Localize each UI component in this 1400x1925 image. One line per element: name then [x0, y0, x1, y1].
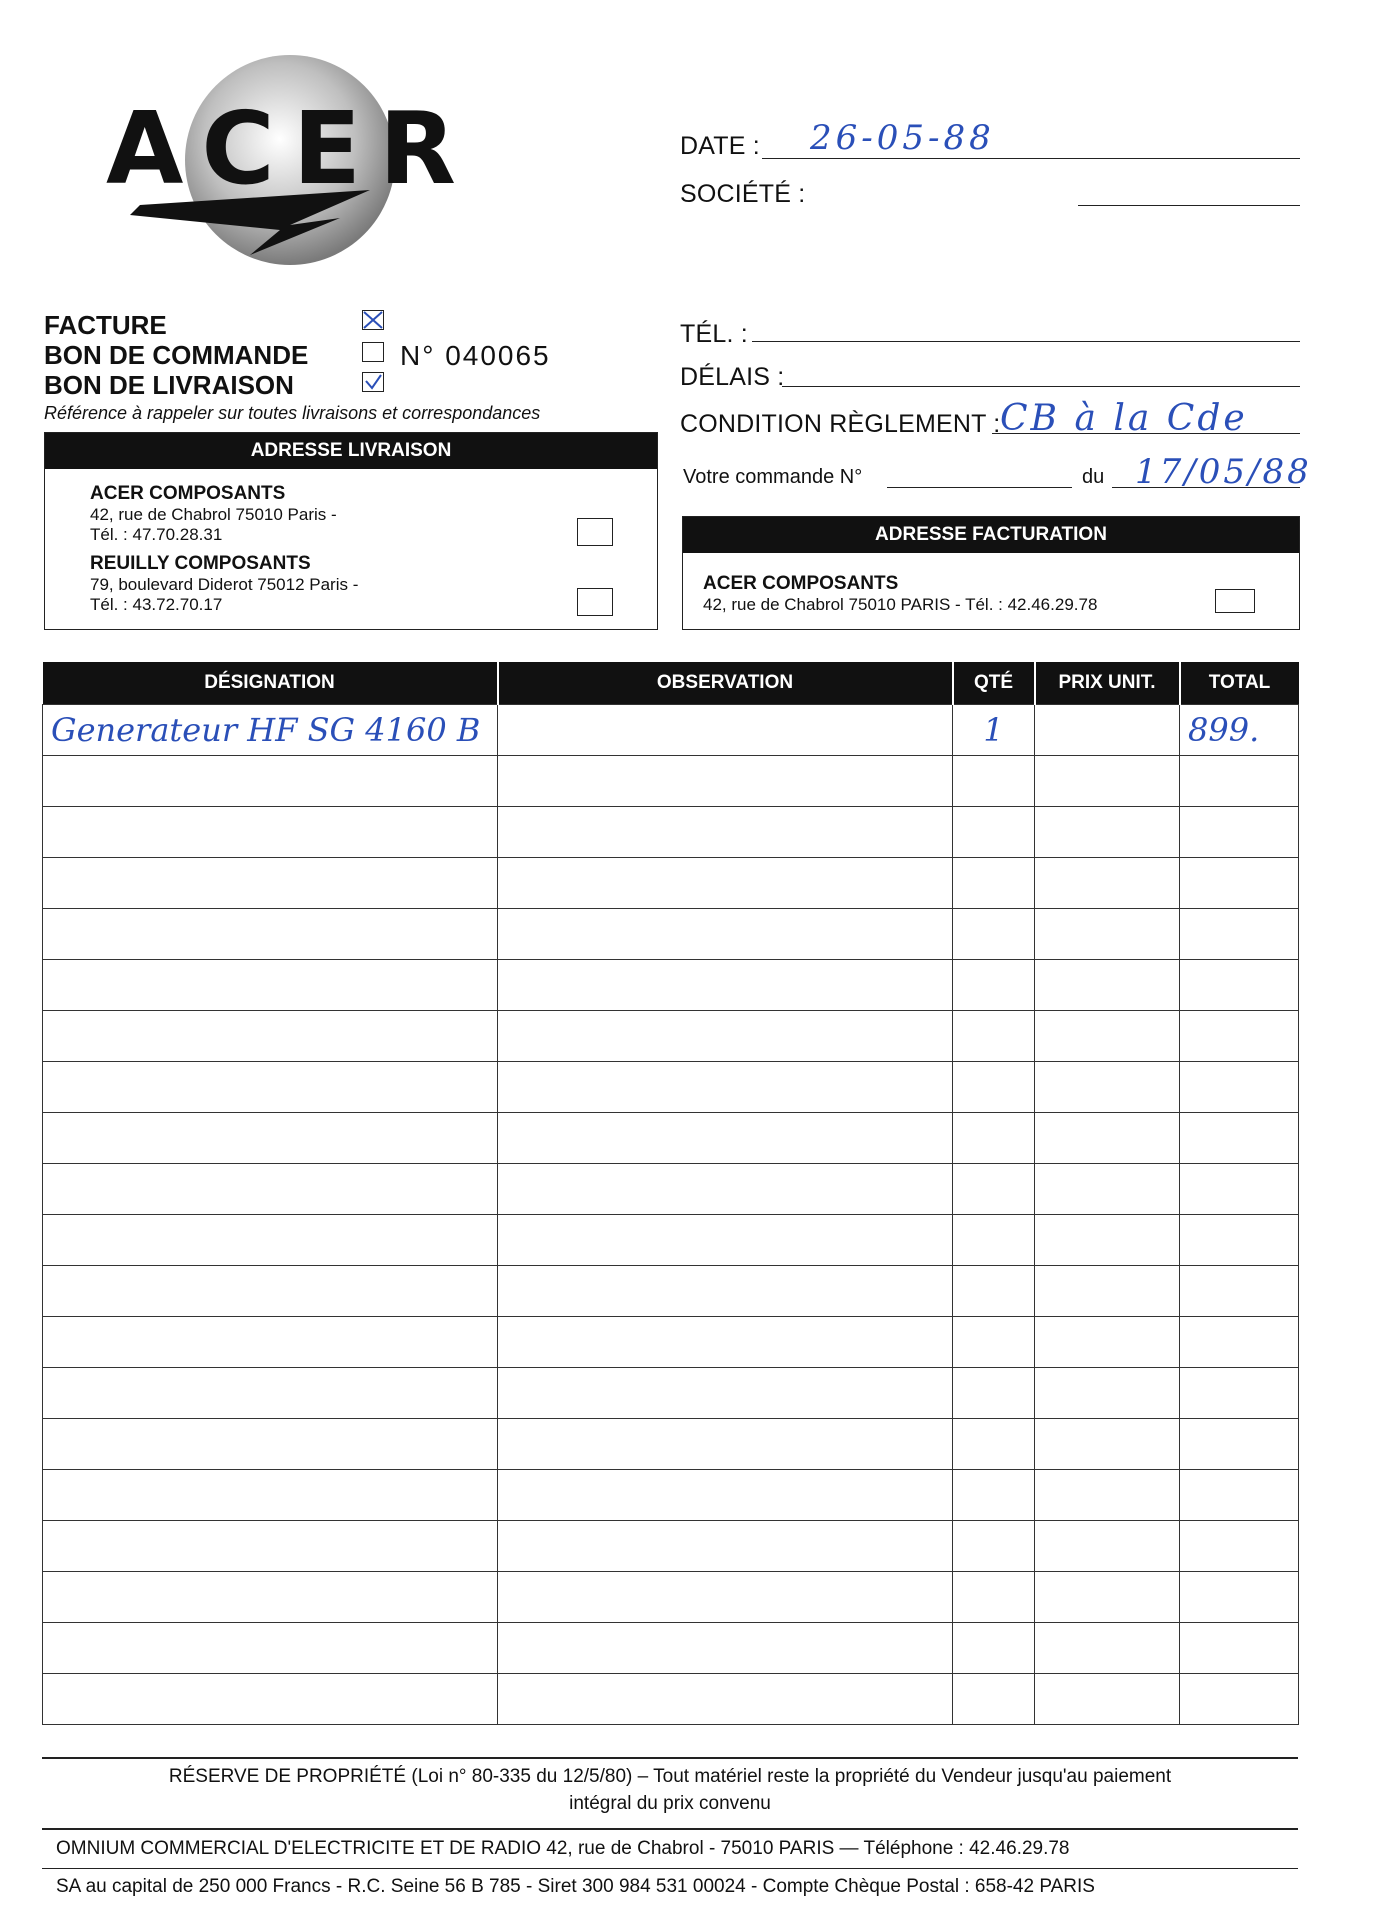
company-line: OMNIUM COMMERCIAL D'ELECTRICITE ET DE RADIO 42, rue de Chabrol - 75010 PARIS — Téléphone : 42.46.29.78: [56, 1838, 1070, 1859]
designation-cell[interactable]: [43, 1011, 498, 1062]
table-row: [43, 960, 1299, 1011]
address-street: 79, boulevard Diderot 75012 Paris -: [90, 575, 359, 594]
table-row: [43, 1266, 1299, 1317]
total-cell[interactable]: 899.: [1180, 705, 1299, 756]
societe-label: SOCIÉTÉ :: [680, 180, 806, 208]
total-cell[interactable]: [1180, 1368, 1299, 1419]
table-row: [43, 1623, 1299, 1674]
total-cell[interactable]: [1180, 1674, 1299, 1725]
address-name: ACER COMPOSANTS: [703, 573, 899, 594]
qte-cell[interactable]: [953, 1164, 1035, 1215]
delais-line: [782, 386, 1300, 387]
facturation-title: ADRESSE FACTURATION: [683, 517, 1299, 553]
total-cell[interactable]: [1180, 1623, 1299, 1674]
total-cell[interactable]: [1180, 1266, 1299, 1317]
designation-cell[interactable]: [43, 858, 498, 909]
footer-rule-mid: [42, 1828, 1298, 1830]
prix-unit-cell[interactable]: [1035, 756, 1180, 807]
doc-type-bon-livraison: BON DE LIVRAISON: [44, 370, 294, 400]
date-value[interactable]: 26-05-88: [810, 118, 995, 158]
footer-rule-top: [42, 1757, 1298, 1759]
prix-unit-cell[interactable]: [1035, 858, 1180, 909]
total-cell[interactable]: [1180, 1011, 1299, 1062]
address-name: ACER COMPOSANTS: [90, 483, 286, 504]
total-cell[interactable]: [1180, 1470, 1299, 1521]
observation-cell[interactable]: [498, 1572, 953, 1623]
table-row: [43, 1164, 1299, 1215]
designation-cell[interactable]: [43, 756, 498, 807]
livraison-box: [44, 432, 658, 630]
table-row: [43, 858, 1299, 909]
table-row: [43, 1521, 1299, 1572]
societe-line: [1078, 205, 1300, 206]
prix-unit-cell[interactable]: [1035, 1521, 1180, 1572]
table-row: [43, 1113, 1299, 1164]
qte-cell[interactable]: [953, 1623, 1035, 1674]
col-designation: DÉSIGNATION: [43, 662, 498, 705]
prix-unit-cell[interactable]: [1035, 1011, 1180, 1062]
facturation-checkbox[interactable]: [1215, 589, 1255, 613]
table-row: [43, 1470, 1299, 1521]
prix-unit-cell[interactable]: [1035, 1113, 1180, 1164]
table-row: [43, 1419, 1299, 1470]
total-cell[interactable]: [1180, 960, 1299, 1011]
address-tel: Tél. : 43.72.70.17: [90, 595, 223, 614]
observation-cell[interactable]: [498, 1419, 953, 1470]
total-cell[interactable]: [1180, 756, 1299, 807]
col-total: TOTAL: [1180, 662, 1299, 705]
qte-cell[interactable]: [953, 1317, 1035, 1368]
table-row: [43, 1674, 1299, 1725]
observation-cell[interactable]: [498, 960, 953, 1011]
qte-cell[interactable]: [953, 1521, 1035, 1572]
commande-line: [887, 487, 1072, 488]
date-label: DATE :: [680, 132, 760, 160]
designation-cell[interactable]: [43, 1572, 498, 1623]
reference-note: Référence à rappeler sur toutes livraisons et correspondances: [44, 403, 541, 423]
condition-label: CONDITION RÈGLEMENT :: [680, 410, 1001, 438]
observation-cell[interactable]: [498, 1266, 953, 1317]
col-prix-unit: PRIX UNIT.: [1035, 662, 1180, 705]
prix-unit-cell[interactable]: [1035, 1215, 1180, 1266]
table-row: [43, 1368, 1299, 1419]
reserve-propriete: RÉSERVE DE PROPRIÉTÉ (Loi n° 80-335 du 12/5/80) – Tout matériel reste la propriété du Vendeur jusqu'au paiement: [168, 1766, 1172, 1787]
qte-cell[interactable]: [953, 1113, 1035, 1164]
total-cell[interactable]: [1180, 1062, 1299, 1113]
livraison-address-2: [90, 553, 358, 615]
designation-cell[interactable]: Generateur HF SG 4160 B: [43, 705, 498, 756]
address-street: 42, rue de Chabrol 75010 Paris -: [90, 505, 337, 524]
table-row: [43, 1062, 1299, 1113]
total-cell[interactable]: [1180, 1572, 1299, 1623]
total-cell[interactable]: [1180, 1113, 1299, 1164]
total-cell[interactable]: [1180, 1164, 1299, 1215]
total-cell[interactable]: [1180, 807, 1299, 858]
document-number: N° 040065: [400, 340, 551, 371]
observation-cell[interactable]: [498, 1521, 953, 1572]
observation-cell[interactable]: [498, 1062, 953, 1113]
designation-cell[interactable]: [43, 1215, 498, 1266]
prix-unit-cell[interactable]: [1035, 1419, 1180, 1470]
qte-cell[interactable]: [953, 1470, 1035, 1521]
check-x-icon: [363, 311, 383, 329]
bon-commande-checkbox[interactable]: [362, 342, 384, 362]
qte-cell[interactable]: [953, 1011, 1035, 1062]
prix-unit-cell[interactable]: [1035, 1572, 1180, 1623]
qte-cell[interactable]: [953, 858, 1035, 909]
observation-cell[interactable]: [498, 1470, 953, 1521]
table-row: [43, 756, 1299, 807]
observation-cell[interactable]: [498, 1011, 953, 1062]
table-row: [43, 1011, 1299, 1062]
table-row: [43, 909, 1299, 960]
table-row: [43, 1215, 1299, 1266]
col-observation: OBSERVATION: [498, 662, 953, 705]
qte-cell[interactable]: [953, 1368, 1035, 1419]
designation-cell[interactable]: [43, 1368, 498, 1419]
qte-cell[interactable]: [953, 1419, 1035, 1470]
logo-text: ACER: [105, 90, 475, 207]
du-label: du: [1082, 466, 1105, 488]
facture-checkbox[interactable]: [362, 310, 384, 330]
total-cell[interactable]: [1180, 1215, 1299, 1266]
qte-cell[interactable]: [953, 756, 1035, 807]
prix-unit-cell[interactable]: [1035, 1317, 1180, 1368]
prix-unit-cell[interactable]: [1035, 1368, 1180, 1419]
designation-cell[interactable]: [43, 1521, 498, 1572]
facturation-address: [703, 573, 1097, 615]
total-cell[interactable]: [1180, 1419, 1299, 1470]
observation-cell[interactable]: [498, 1113, 953, 1164]
prix-unit-cell[interactable]: [1035, 705, 1180, 756]
reserve-propriete-cont: intégral du prix convenu: [569, 1793, 771, 1814]
table-row: [43, 807, 1299, 858]
designation-cell[interactable]: [43, 1419, 498, 1470]
prix-unit-cell[interactable]: [1035, 960, 1180, 1011]
observation-cell[interactable]: [498, 1368, 953, 1419]
line-items-table: [42, 662, 1299, 1725]
date-line: [762, 158, 1300, 159]
total-cell[interactable]: [1180, 858, 1299, 909]
designation-cell[interactable]: [43, 1674, 498, 1725]
capital-line: SA au capital de 250 000 Francs - R.C. Seine 56 B 785 - Siret 300 984 531 00024 - Compte Chèque Postal : 658-42 PARIS: [56, 1876, 1095, 1897]
acer-logo: [40, 40, 540, 270]
qte-cell[interactable]: [953, 1266, 1035, 1317]
qte-cell[interactable]: [953, 807, 1035, 858]
designation-cell[interactable]: [43, 807, 498, 858]
qte-cell[interactable]: [953, 1215, 1035, 1266]
livraison-2-checkbox[interactable]: [577, 588, 613, 616]
prix-unit-cell[interactable]: [1035, 1164, 1180, 1215]
address-tel: Tél. : 47.70.28.31: [90, 525, 223, 544]
qte-cell[interactable]: [953, 960, 1035, 1011]
prix-unit-cell[interactable]: [1035, 807, 1180, 858]
designation-cell[interactable]: [43, 1266, 498, 1317]
prix-unit-cell[interactable]: [1035, 909, 1180, 960]
prix-unit-cell[interactable]: [1035, 1062, 1180, 1113]
check-icon: [363, 373, 383, 391]
livraison-1-checkbox[interactable]: [577, 518, 613, 546]
address-name: REUILLY COMPOSANTS: [90, 553, 311, 574]
designation-cell[interactable]: [43, 960, 498, 1011]
observation-cell[interactable]: [498, 1623, 953, 1674]
livraison-title: ADRESSE LIVRAISON: [45, 433, 657, 469]
designation-cell[interactable]: [43, 1062, 498, 1113]
footer-rule-low: [42, 1868, 1298, 1869]
observation-cell[interactable]: [498, 807, 953, 858]
observation-cell[interactable]: [498, 1215, 953, 1266]
qte-cell[interactable]: [953, 909, 1035, 960]
designation-cell[interactable]: [43, 1623, 498, 1674]
table-header-row: [43, 662, 1299, 705]
prix-unit-cell[interactable]: [1035, 1623, 1180, 1674]
commande-label: Votre commande N°: [683, 466, 863, 488]
observation-cell[interactable]: [498, 705, 953, 756]
bon-livraison-checkbox[interactable]: [362, 372, 384, 392]
total-cell[interactable]: [1180, 1521, 1299, 1572]
delais-label: DÉLAIS :: [680, 363, 785, 391]
designation-cell[interactable]: [43, 1164, 498, 1215]
tel-label: TÉL. :: [680, 320, 748, 348]
total-cell[interactable]: [1180, 909, 1299, 960]
facturation-box: [682, 516, 1300, 630]
table-row: [43, 1317, 1299, 1368]
observation-cell[interactable]: [498, 858, 953, 909]
livraison-address-1: [90, 483, 337, 545]
qte-cell[interactable]: [953, 1572, 1035, 1623]
prix-unit-cell[interactable]: [1035, 1674, 1180, 1725]
address-line: 42, rue de Chabrol 75010 PARIS - Tél. : 42.46.29.78: [703, 595, 1098, 614]
observation-cell[interactable]: [498, 1674, 953, 1725]
qte-cell[interactable]: [953, 1674, 1035, 1725]
total-cell[interactable]: [1180, 1317, 1299, 1368]
qte-cell[interactable]: [953, 1062, 1035, 1113]
table-row: [43, 1572, 1299, 1623]
table-row: [43, 705, 1299, 756]
col-qte: QTÉ: [953, 662, 1035, 705]
qte-cell[interactable]: 1: [953, 705, 1035, 756]
observation-cell[interactable]: [498, 756, 953, 807]
designation-cell[interactable]: [43, 1470, 498, 1521]
tel-line: [752, 341, 1300, 342]
observation-cell[interactable]: [498, 909, 953, 960]
doc-type-bon-commande: BON DE COMMANDE: [44, 340, 309, 370]
observation-cell[interactable]: [498, 1317, 953, 1368]
designation-cell[interactable]: [43, 1317, 498, 1368]
condition-value[interactable]: CB à la Cde: [1000, 398, 1248, 439]
prix-unit-cell[interactable]: [1035, 1266, 1180, 1317]
prix-unit-cell[interactable]: [1035, 1470, 1180, 1521]
doc-type-facture: FACTURE: [44, 310, 167, 340]
du-value[interactable]: 17/05/88: [1135, 452, 1312, 492]
observation-cell[interactable]: [498, 1164, 953, 1215]
designation-cell[interactable]: [43, 1113, 498, 1164]
designation-cell[interactable]: [43, 909, 498, 960]
